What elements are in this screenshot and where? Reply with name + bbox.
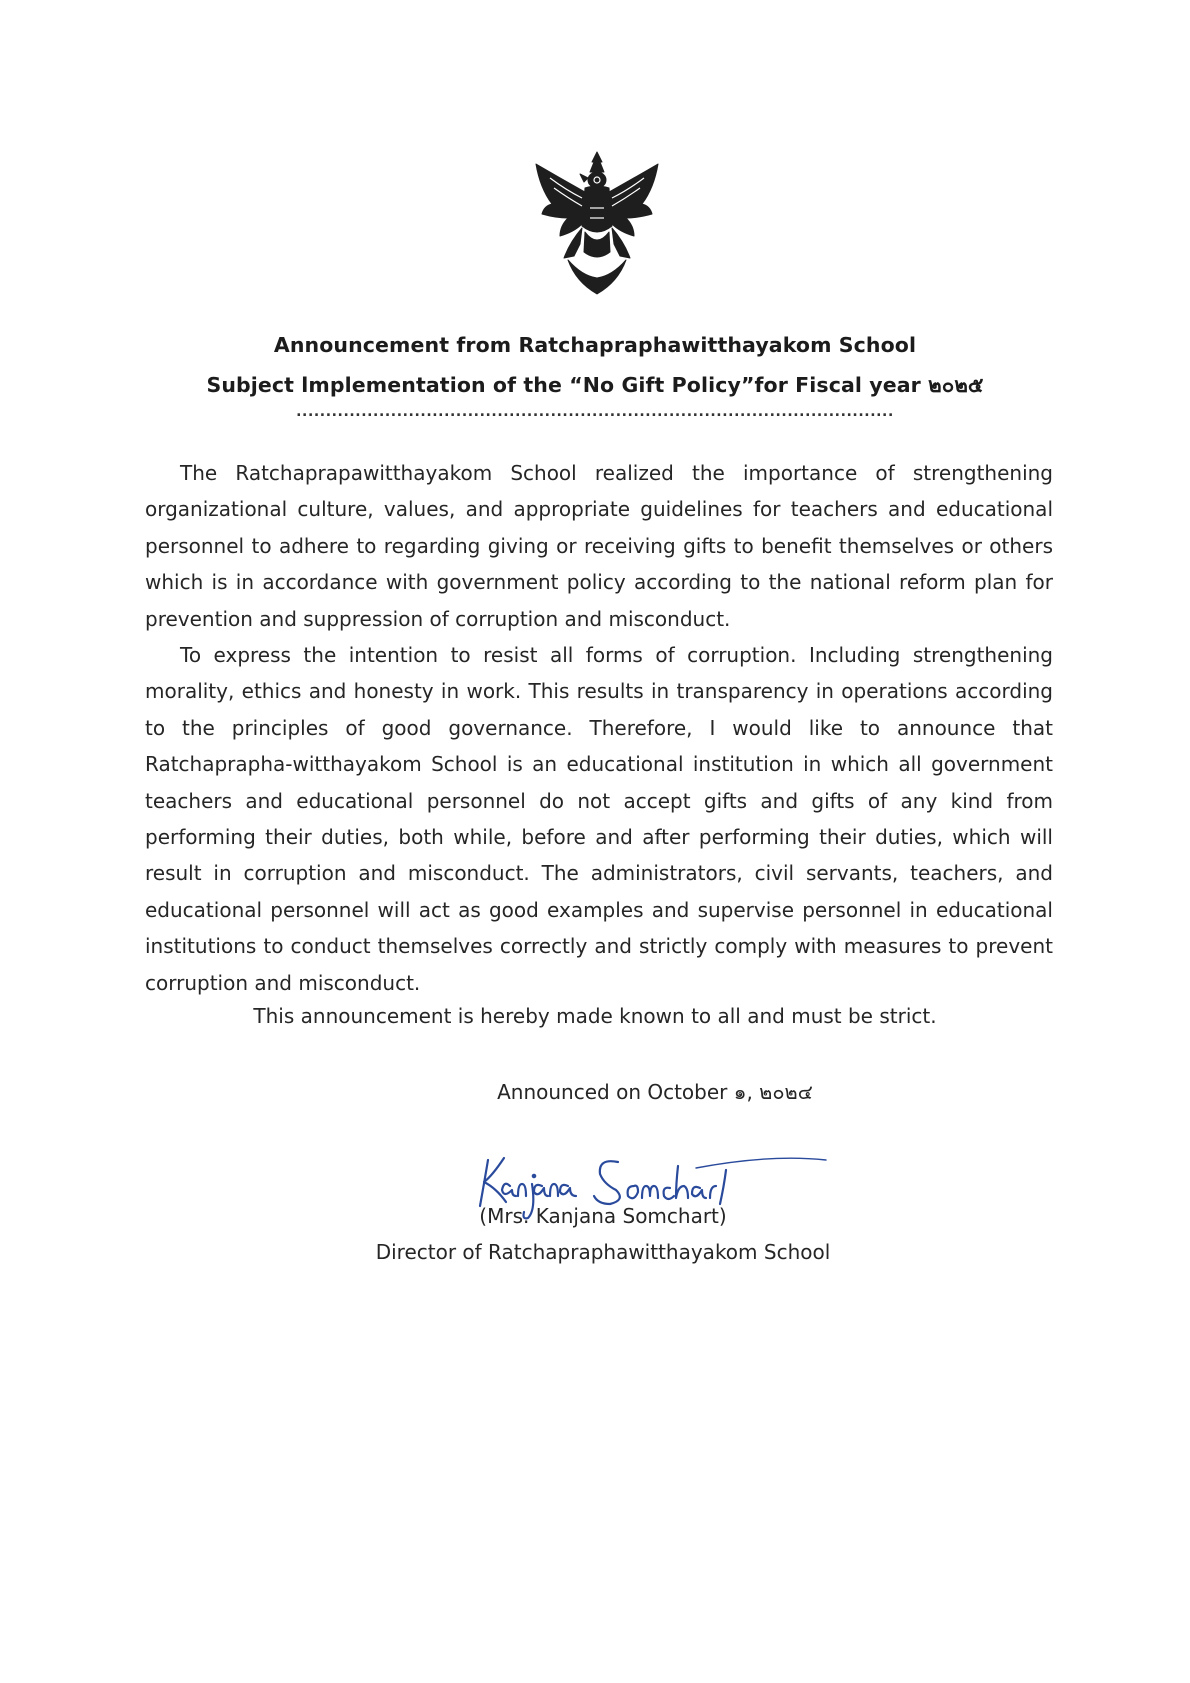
signer-name: (Mrs. Kanjana Somchart) bbox=[479, 1204, 727, 1228]
paragraph-text: The Ratchaprapawitthayakom School realized the importance of strengthening organizational culture, values, and appropriate guidelines for teachers and educational personnel to adhere to regarding giving or receiving gifts to benefit themselves or others which is in accordance with government policy according to the national reform plan for prevention and suppression of corruption and misconduct. bbox=[145, 461, 1053, 631]
dotted-separator: ..................................................................................................... bbox=[296, 404, 894, 420]
signer-position: Director of Ratchapraphawitthayakom School bbox=[375, 1240, 831, 1264]
announcement-subject: Subject lmplementation of the “No Gift Policy”for Fiscal year ๒๐๒๕ bbox=[206, 373, 984, 397]
garuda-emblem-icon bbox=[530, 148, 664, 298]
body-paragraph-1 bbox=[145, 455, 1053, 637]
body-paragraph-2 bbox=[145, 637, 1053, 1001]
closing-notice: This announcement is hereby made known to all and must be strict. bbox=[253, 1004, 937, 1028]
announcement-date: Announced on October ๑, ๒๐๒๔ bbox=[497, 1080, 813, 1104]
paragraph-text: To express the intention to resist all forms of corruption. Including strengthening morality, ethics and honesty in work. This results in transparency in operations according to the principles of good governance. Therefore, I would like to announce that Ratchaprapha-witthayakom School is an educational institution in which all government teachers and educational personnel do not accept gifts and gifts of any kind from performing their duties, both while, before and after performing their duties, which will result in corruption and misconduct. The administrators, civil servants, teachers, and educational personnel will act as good examples and supervise personnel in educational institutions to conduct themselves correctly and strictly comply with measures to prevent corruption and misconduct. bbox=[145, 643, 1053, 995]
announcement-title: Announcement from Ratchapraphawitthayakom School bbox=[273, 333, 917, 357]
